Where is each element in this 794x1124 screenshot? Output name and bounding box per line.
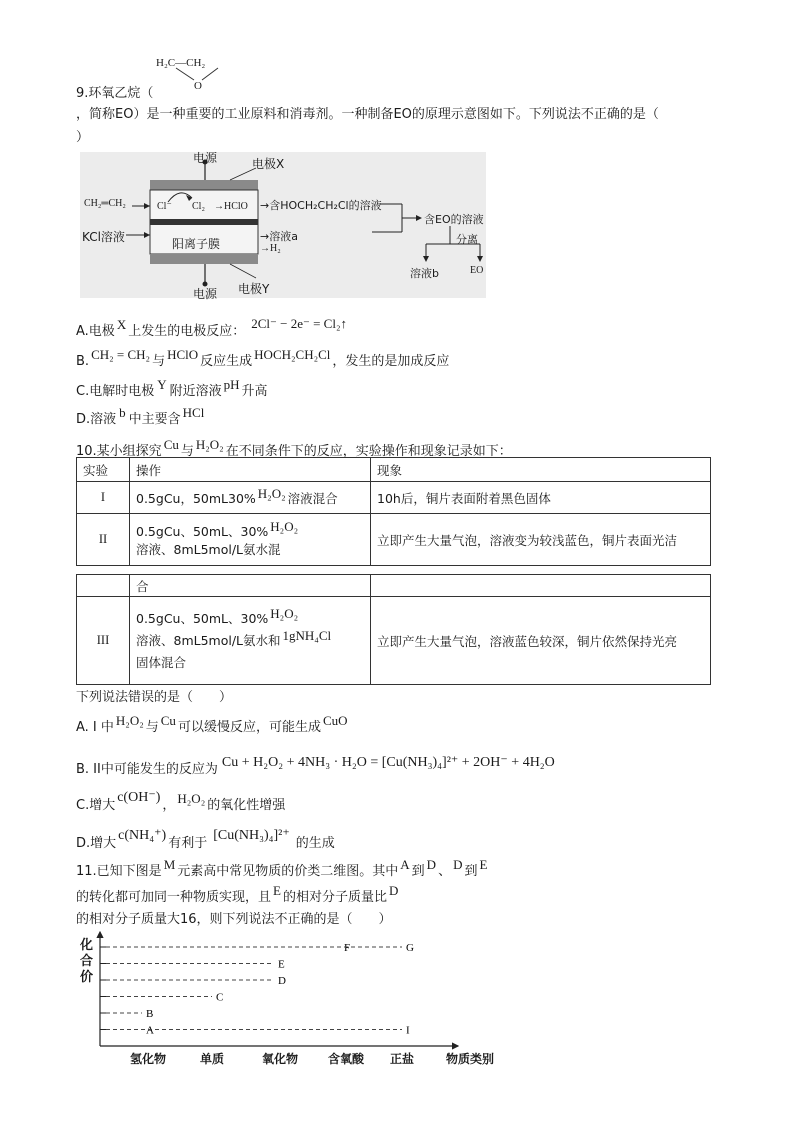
q10-table-part2 — [76, 574, 711, 685]
x-tick-label: 物质类别 — [446, 1052, 495, 1066]
row3-number: III — [77, 597, 130, 685]
q9-stem-prefix: 9.环氧乙烷（ — [76, 86, 154, 101]
point-label-G: G — [406, 942, 414, 954]
row2-observation: 立即产生大量气泡，溶液变为较浅蓝色，铜片表面光洁 — [371, 514, 711, 566]
q10-question: 下列说法错误的是（ ） — [76, 690, 233, 705]
chloride-ion-label: Cl⁻ — [157, 201, 172, 212]
x-tick-label: 正盐 — [390, 1052, 415, 1066]
header-operation: 操作 — [130, 458, 371, 482]
q9-option-d: D.溶液 b 中主要含 HCl — [76, 405, 205, 427]
row1-operation: 0.5gCu，50mL30% H₂O₂ 溶液混合 — [130, 482, 371, 514]
q10-option-b: B. II中可能发生的反应为 Cu + H₂O₂ + 4NH₃ · H₂O = [Cu(NH₃)₄]²⁺ + 2OH⁻ + 4H₂O — [76, 755, 555, 777]
x-tick-label: 单质 — [200, 1052, 225, 1066]
table-row — [77, 482, 711, 514]
x-tick-label: 含氧酸 — [328, 1052, 365, 1066]
q11-stem-line3: 的相对分子质量大16，则下列说法不正确的是（ ） — [76, 912, 392, 927]
ethylene-input-label: CH₂═CH₂ — [84, 198, 126, 209]
q9-option-c: C.电解时电极 Y 附近溶液 pH 升高 — [76, 377, 268, 399]
point-label-B: B — [146, 1008, 154, 1020]
q10-stem: 10.某小组探究 Cu 与 H₂O₂ 在不同条件下的反应，实验操作和现象记录如下： — [76, 437, 512, 459]
x-axis-categories — [100, 1050, 500, 1070]
eo-solution-label: 含EO的溶液 — [424, 213, 484, 226]
table-row — [77, 514, 711, 566]
epoxide-ring-oxygen: O — [194, 80, 202, 92]
table-row — [77, 597, 711, 685]
table-row — [77, 575, 711, 597]
valence-class-chart — [76, 928, 476, 1068]
point-label-I: I — [406, 1024, 410, 1037]
point-label-C: C — [216, 991, 224, 1004]
point-label-A: A — [146, 1024, 154, 1037]
point-label-E: E — [278, 958, 285, 971]
q9-option-b: B. CH₂ = CH₂ 与 HClO 反应生成 HOCH₂CH₂Cl ，发生的是加成反应 — [76, 347, 450, 369]
x-tick-label: 氧化物 — [262, 1052, 299, 1066]
row2-number: II — [77, 514, 130, 566]
row3-observation: 立即产生大量气泡，溶液蓝色较深，铜片依然保持光亮 — [371, 597, 711, 685]
y-axis-label: 化合价 — [80, 938, 94, 985]
row2-operation-continued: 合 — [130, 575, 371, 597]
epoxide-ring-top: H₂C—CH₂ — [156, 57, 206, 69]
row1-observation: 10h后，铜片表面附着黑色固体 — [371, 482, 711, 514]
hclo-label: →HClO — [214, 201, 248, 212]
q10-option-a: A. I 中 H₂O₂ 与 Cu 可以缓慢反应，可能生成 CuO — [76, 713, 348, 735]
header-observation: 现象 — [371, 458, 711, 482]
output-h2-label: →H₂ — [260, 243, 281, 254]
q10-option-d: D.增大c(NH₄⁺)有利于[Cu(NH₃)₄]²⁺的生成 — [76, 828, 335, 851]
row2-operation: 0.5gCu、50mL、30% H₂O₂ 溶液、8mL5mol/L氨水混 — [130, 514, 371, 566]
q10-table-part1 — [76, 457, 711, 566]
power-label-bottom: 电源 — [193, 287, 218, 301]
q11-stem-line2: 的转化都可加同一种物质实现，且 E 的相对分子质量比 D — [76, 883, 399, 905]
kcl-input-label: KCl溶液 — [82, 230, 125, 244]
output-hoch2ch2cl-label: →含HOCH₂CH₂Cl的溶液 — [260, 199, 382, 212]
chlorine-label: Cl₂ — [192, 201, 205, 212]
point-label-F: F — [344, 942, 351, 954]
membrane-label: 阳离子膜 — [172, 237, 221, 251]
x-tick-label: 氢化物 — [130, 1052, 167, 1066]
separation-label: 分离 — [456, 233, 478, 246]
power-label-top: 电源 — [193, 151, 218, 165]
electrode-x-label: 电极X — [252, 157, 285, 171]
electrode-y-label: 电极Y — [238, 282, 270, 296]
eo-label: EO — [470, 265, 484, 276]
output-solution-a-label: →溶液a — [260, 230, 298, 243]
header-experiment: 实验 — [77, 458, 130, 482]
q10-option-c: C.增大c(OH⁻)， H₂O₂ 的氧化性增强 — [76, 790, 286, 813]
q11-stem-line1: 11.已知下图是 M 元素高中常见物质的价类二维图。其中 A 到 D 、 D 到 E — [76, 857, 488, 879]
q9-stem-line2: ，简称EO）是一种重要的工业原料和消毒剂。一种制备EO的原理示意图如下。下列说法不正确的是（ — [76, 107, 659, 122]
q9-option-a: A.电极 X 上发生的电极反应：2Cl⁻ − 2e⁻ = Cl₂↑ — [76, 316, 347, 339]
point-label-D: D — [278, 975, 286, 987]
table-header-row — [77, 458, 711, 482]
row3-operation: 0.5gCu、50mL、30% H₂O₂ 溶液、8mL5mol/L氨水和 1gNH₄Cl 固体混合 — [130, 597, 371, 685]
row1-number: I — [77, 482, 130, 514]
q9-stem-line3: ） — [76, 130, 90, 145]
solution-b-label: 溶液b — [410, 267, 439, 280]
